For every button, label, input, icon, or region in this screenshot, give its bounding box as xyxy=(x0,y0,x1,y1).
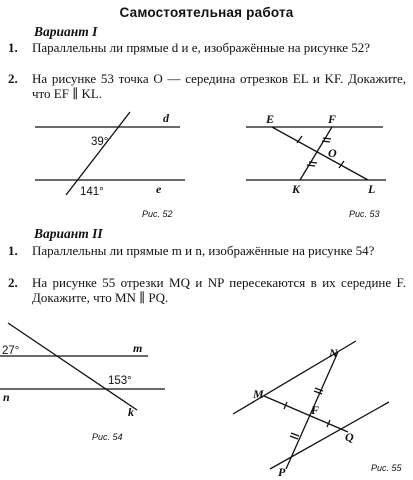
caption-fig-54: Рис. 54 xyxy=(92,432,123,442)
label-k: k xyxy=(128,405,134,419)
task-text: Параллельны ли прямые m и n, изображённые на рисунке 54? xyxy=(32,243,375,258)
label-N: N xyxy=(329,346,338,360)
label-F-55: F xyxy=(311,403,320,417)
line-PQ xyxy=(270,402,389,469)
figure-53 xyxy=(246,127,386,180)
caption-fig-55: Рис. 55 xyxy=(371,463,402,473)
label-E: E xyxy=(266,112,275,126)
variant-1-heading: Вариант I xyxy=(34,24,98,39)
segment-MQ xyxy=(264,396,348,432)
label-K: K xyxy=(292,182,301,196)
task-number: 2. xyxy=(8,275,18,290)
line-k xyxy=(8,323,137,410)
task-number: 1. xyxy=(8,243,18,258)
label-P: P xyxy=(278,465,286,479)
figure-54 xyxy=(0,323,165,410)
label-m: m xyxy=(133,341,143,355)
label-e: e xyxy=(156,182,162,196)
angle-153: 153° xyxy=(108,375,132,387)
label-n: n xyxy=(3,390,10,404)
tick-FP-2 xyxy=(290,436,298,439)
angle-39: 39° xyxy=(91,136,109,148)
page-title: Самостоятельная работа xyxy=(119,5,294,20)
variant-2-heading: Вариант II xyxy=(34,226,103,241)
caption-fig-52: Рис. 52 xyxy=(142,209,173,219)
label-L: L xyxy=(368,182,376,196)
label-Q: Q xyxy=(345,430,354,444)
segment-EL xyxy=(272,127,368,180)
label-d: d xyxy=(163,111,169,125)
task-number: 2. xyxy=(8,71,18,86)
caption-fig-53: Рис. 53 xyxy=(349,209,380,219)
task-text: На рисунке 53 точка O — середина отрезков EL и KF. Докажите, что EF ∥ KL. xyxy=(32,71,406,101)
label-O: O xyxy=(328,146,337,160)
label-F: F xyxy=(328,112,337,126)
tick-FP-1 xyxy=(291,433,299,436)
transversal xyxy=(66,112,130,195)
angle-27: 27° xyxy=(2,345,20,357)
task-text: На рисунке 55 отрезки MQ и NP пересекаются в их середине F. Докажите, что MN ∥ PQ. xyxy=(32,275,406,305)
task-number: 1. xyxy=(8,40,18,55)
label-M: M xyxy=(253,387,264,401)
task-text: Параллельны ли прямые d и e, изображённые на рисунке 52? xyxy=(32,40,371,55)
angle-141: 141° xyxy=(80,186,104,198)
